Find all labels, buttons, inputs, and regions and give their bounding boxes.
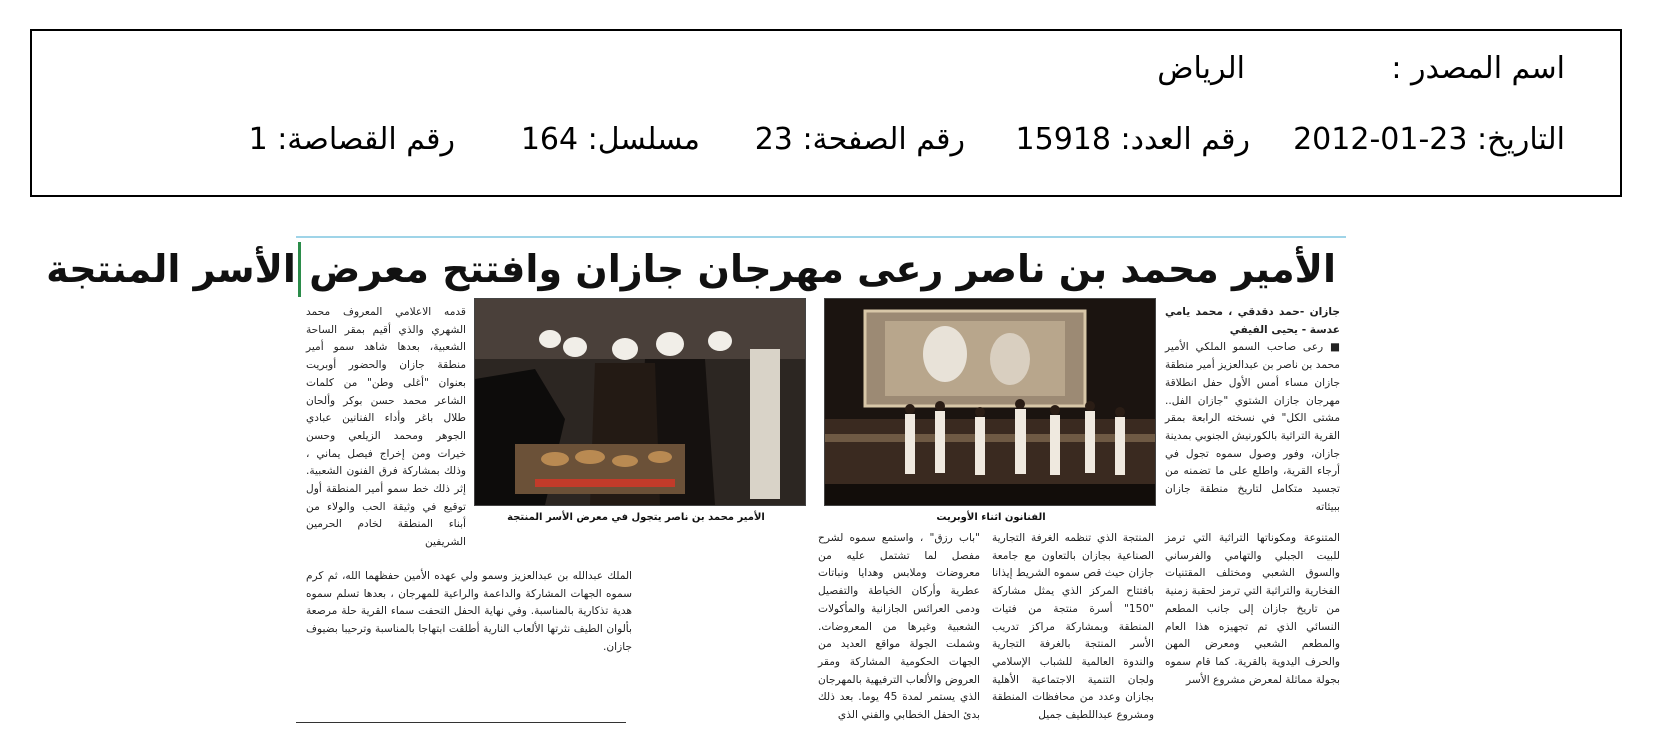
source-value: الرياض [1157,51,1245,86]
article-column-1 [1165,304,1340,524]
newspaper-clipping [46,236,1346,726]
source-label: اسم المصدر : [1391,51,1565,86]
article-column-4b [644,530,806,720]
serial-label: مسلسل: 164 [520,122,700,157]
article-column-5-top: قدمه الاعلامي المعروف محمد الشهري والذي أقيم بمقر الساحة الشعبية، بعدها شاهد سمو أمير منطقة جازان والحضور أوبريت بعنوان "أغلى وطن" من كلمات الشاعر محمد حسن بوكر وألحان طلال باغر وأداء الفنانين عبادي الجوهر ومحمد الزيلعي وحسن خيرات ومن إخراج فيصل يماني ، وذلك بمشاركة فرق الفنون الشعبية. إثر ذلك خط سمو أمير المنطقة أول توقيع في وثيقة الحب والولاء من أبناء المنطقة لخادم الحرمين الشريفين [306,306,466,549]
header-box [30,29,1622,197]
article-byline: جازان -حمد دقدقي ، محمد يامي عدسة - يحيى الفيفي [1165,306,1340,336]
caption-market: الأمير محمد بن ناصر يتجول في معرض الأسر المنتجة [507,512,765,523]
page-label: رقم الصفحة: 23 [754,122,965,157]
article-column-1-text: ■ رعى صاحب السمو الملكي الأمير محمد بن ناصر بن عبدالعزيز أمير منطقة جازان مساء أمس الأول حفل انطلاقة مهرجان جازان الشتوي "جازان الفل.. مشتى الكل" في نسخته الرابعة بمقر القرية التراثية بالكورنيش الجنوبي بمدينة جازان، وفور وصول سموه تجول في أرجاء القرية، واطلع على ما تضمنه من تجسيد متكامل لتاريخ منطقة جازان ببيئاته [1165,341,1340,513]
photo-market-image [475,299,805,505]
photo-stage-image [825,299,1155,505]
issue-label: رقم العدد: 15918 [1015,122,1250,157]
caption-stage: الفنانون اثناء الأوبريت [936,512,1046,523]
article-headline: الأمير محمد بن ناصر رعى مهرجان جازان وافتتح معرض الأسر المنتجة [46,247,1336,291]
bottom-rule [296,722,626,723]
article-column-2: المتنوعة ومكوناتها التراثية التي ترمز للبيت الجبلي والتهامي والفرساني والسوق الشعبي ومختلف المقتنيات الفخارية والتراثية التي ترمز لحقبة زمنية من تاريخ جازان إلى جانب المطعم النسائي الذي تم تجهيزه هذا العام والمطعم الشعبي ومعرض المهن والحرف اليدوية بالقرية. كما قام سموه بجولة مماثلة لمعرض مشروع الأسر [1165,532,1340,686]
article-column-3: المنتجة الذي تنظمه الغرفة التجارية الصناعية بجازان بالتعاون مع جامعة جازان حيث قص سموه الشريط إيذانا بافتتاح المركز الذي يمثل مشاركة "150" أسرة منتجة من فتيات المنطقة وبمشاركة مراكز تدريب الأسر المنتجة بالغرفة التجارية والندوة العالمية للشباب الإسلامي ولجان التنمية الاجتماعية الأهلية بجازان وعدد من محافظات المنطقة ومشروع عبداللطيف جميل [992,532,1154,722]
photo-prince-market [474,298,806,506]
photo-stage-performance [824,298,1156,506]
date-label: التاريخ: 23-01-2012 [1293,122,1565,157]
clip-label: رقم القصاصة: 1 [248,122,455,157]
article-column-5-bottom: الملك عبدالله بن عبدالعزيز وسمو ولي عهده الأمين حفظهما الله، ثم كرم سموه الجهات المشاركة والداعمة والراعية للمهرجان ، بعدها تسلم سموه هدية تذكارية بالمناسبة. وفي نهاية الحفل التحفت سماء القرية حلة مرصعة بألوان الطيف نثرتها الألعاب النارية أطلقت ابتهاجا بالمناسبة وترحيبا بضيوف جازان. [306,570,632,653]
article-column-4: "باب رزق" ، واستمع سموه لشرح مفصل لما تشتمل عليه من معروضات وملابس وهدايا ونباتات عطرية وأركان الخياطة والتفصيل ودمى العرائس الجازانية والمأكولات الشعبية وغيرها من المعروضات. وشملت الجولة مواقع العديد من الجهات الحكومية المشاركة ومقر العروض والألعاب الترفيهية بالمهرجان الذي يستمر لمدة 45 يوما. بعد ذلك بدئ الحفل الخطابي والفني الذي [818,532,980,722]
